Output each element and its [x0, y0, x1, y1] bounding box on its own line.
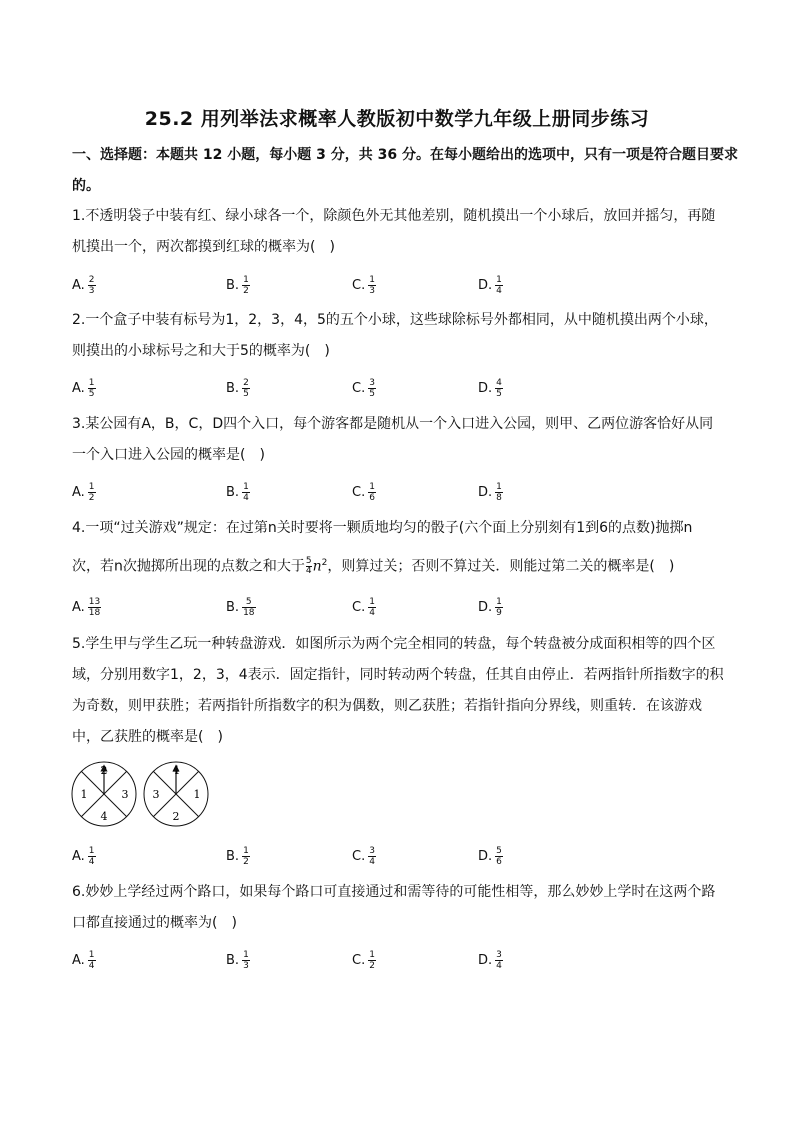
question-4-line-2: 次，若n次抛掷所出现的点数之和大于 $\frac{5}{4}$ $n^2$，则算过关；否则不算过关．则能过第二关的概率是( ) — [72, 556, 675, 577]
question-4-line-1: 4.一项“过关游戏”规定：在过第n关时要将一颗质地均匀的骰子(六个面上分别刻有1到6的点数)抛掷n — [72, 520, 693, 536]
option-label: D. — [478, 599, 493, 615]
option-fraction: $\frac{1}{3}$ — [243, 949, 249, 971]
question-3-line-1: 3.某公园有A，B，C，D四个入口，每个游客都是随机从一个入口进入公园，则甲、乙两位游客恰好从同 — [72, 416, 714, 432]
option-fraction: $\frac{1}{2}$ — [243, 845, 249, 867]
q1-option-a[interactable] — [72, 270, 96, 300]
option-fraction: $\frac{3}{4}$ — [369, 845, 375, 867]
question-5-line-2: 域，分别用数字1，2，3，4表示．固定指针，同时转动两个转盘，任其自由停止．若两指针所指数字的积 — [72, 667, 724, 683]
q6-option-b[interactable] — [226, 945, 250, 975]
option-fraction: $\frac{1}{9}$ — [496, 596, 502, 618]
q1-option-b[interactable] — [226, 270, 250, 300]
option-fraction: $\frac{1}{2}$ — [369, 949, 375, 971]
option-label: A. — [72, 599, 85, 615]
q5-option-c[interactable] — [352, 841, 376, 871]
spinner-2 — [144, 762, 208, 826]
spinner-2-bottom: 2 — [172, 810, 180, 823]
q2-option-a[interactable] — [72, 373, 96, 403]
q5-option-b[interactable] — [226, 841, 250, 871]
option-fraction: $\frac{2}{5}$ — [243, 377, 249, 399]
q4-option-d[interactable] — [478, 592, 503, 622]
option-label: C. — [352, 848, 366, 864]
q3-option-c[interactable] — [352, 477, 376, 507]
option-label: A. — [72, 277, 85, 293]
section-instruction-line-2: 的。 — [72, 178, 100, 194]
spinner-1-right: 3 — [121, 788, 129, 801]
option-label: D. — [478, 952, 493, 968]
option-fraction: $\frac{5}{18}$ — [243, 596, 255, 618]
q2-option-b[interactable] — [226, 373, 250, 403]
option-fraction: $\frac{1}{6}$ — [369, 481, 375, 503]
option-label: D. — [478, 277, 493, 293]
q3-option-d[interactable] — [478, 477, 503, 507]
option-label: C. — [352, 952, 366, 968]
question-6-line-1: 6.妙妙上学经过两个路口，如果每个路口可直接通过和需等待的可能性相等，那么妙妙上学时在这两个路 — [72, 884, 716, 900]
spinner-2-left: 3 — [152, 788, 160, 801]
option-label: A. — [72, 484, 85, 500]
spinner-1-top: 2 — [100, 764, 108, 777]
section-instruction-line-1: 一、选择题：本题共 12 小题，每小题 3 分，共 36 分。在每小题给出的选项中，只有一项是符合题目要求 — [72, 147, 738, 163]
q4-option-c[interactable] — [352, 592, 376, 622]
option-fraction: $\frac{1}{2}$ — [243, 274, 249, 296]
option-label: C. — [352, 484, 366, 500]
option-fraction: $\frac{5}{6}$ — [496, 845, 502, 867]
option-label: B. — [226, 599, 240, 615]
option-label: C. — [352, 277, 366, 293]
q4-option-b[interactable] — [226, 592, 256, 622]
spinner-1-bottom: 4 — [100, 810, 108, 823]
question-3-line-2: 一个入口进入公园的概率是( ) — [72, 447, 265, 463]
page-title: 25.2 用列举法求概率人教版初中数学九年级上册同步练习 — [144, 108, 650, 130]
option-label: A. — [72, 848, 85, 864]
option-label: A. — [72, 952, 85, 968]
option-fraction: $\frac{1}{4}$ — [88, 949, 95, 971]
question-1-line-1: 1.不透明袋子中装有红、绿小球各一个，除颜色外无其他差别，随机摸出一个小球后，放回并摇匀，再随 — [72, 208, 716, 224]
spinner-1 — [72, 762, 136, 826]
spinner-1-left: 1 — [80, 788, 88, 801]
option-label: A. — [72, 380, 85, 396]
q1-option-c[interactable] — [352, 270, 376, 300]
q3-option-b[interactable] — [226, 477, 250, 507]
spinner-2-top: 4 — [172, 764, 180, 777]
option-label: D. — [478, 380, 493, 396]
spinner-2-right: 1 — [193, 788, 201, 801]
q3-option-a[interactable] — [72, 477, 96, 507]
option-fraction: $\frac{4}{5}$ — [496, 377, 502, 399]
option-fraction: $\frac{1}{4}$ — [496, 274, 502, 296]
q6-option-c[interactable] — [352, 945, 376, 975]
q2-option-d[interactable] — [478, 373, 503, 403]
option-fraction: $\frac{1}{5}$ — [88, 377, 95, 399]
q5-option-d[interactable] — [478, 841, 503, 871]
option-fraction: $\frac{1}{2}$ — [88, 481, 95, 503]
option-fraction: $\frac{3}{5}$ — [369, 377, 375, 399]
question-2-line-2: 则摸出的小球标号之和大于5的概率为( ) — [72, 343, 330, 359]
option-fraction: $\frac{1}{8}$ — [496, 481, 502, 503]
option-label: C. — [352, 380, 366, 396]
option-fraction: $\frac{1}{4}$ — [369, 596, 375, 618]
option-label: D. — [478, 848, 493, 864]
option-label: B. — [226, 484, 240, 500]
q4-option-a[interactable] — [72, 592, 101, 622]
option-fraction: $\frac{3}{4}$ — [496, 949, 502, 971]
option-fraction: $\frac{1}{4}$ — [243, 481, 249, 503]
option-fraction: $\frac{2}{3}$ — [88, 274, 95, 296]
option-label: B. — [226, 380, 240, 396]
option-fraction: $\frac{13}{18}$ — [88, 596, 101, 618]
option-label: B. — [226, 952, 240, 968]
option-fraction: $\frac{1}{3}$ — [369, 274, 375, 296]
question-1-line-2: 机摸出一个，两次都摸到红球的概率为( ) — [72, 239, 335, 255]
q5-option-a[interactable] — [72, 841, 96, 871]
q1-option-d[interactable] — [478, 270, 503, 300]
q2-option-c[interactable] — [352, 373, 376, 403]
q6-option-a[interactable] — [72, 945, 96, 975]
option-fraction: $\frac{1}{4}$ — [88, 845, 95, 867]
option-label: B. — [226, 277, 240, 293]
option-label: C. — [352, 599, 366, 615]
question-5-line-1: 5.学生甲与学生乙玩一种转盘游戏．如图所示为两个完全相同的转盘，每个转盘被分成面积相等的四个区 — [72, 636, 716, 652]
question-5-line-4: 中，乙获胜的概率是( ) — [72, 729, 223, 745]
question-5-line-3: 为奇数，则甲获胜；若两指针所指数字的积为偶数，则乙获胜；若指针指向分界线，则重转．在该游戏 — [72, 698, 702, 714]
option-label: D. — [478, 484, 493, 500]
question-6-line-2: 口都直接通过的概率为( ) — [72, 915, 237, 931]
question-2-line-1: 2.一个盒子中装有标号为1，2，3，4，5的五个小球，这些球除标号外都相同，从中随机摸出两个小球， — [72, 312, 718, 328]
inline-fraction: $\frac{5}{4}$ — [305, 556, 312, 577]
q6-option-d[interactable] — [478, 945, 503, 975]
spinner-figure — [70, 760, 212, 828]
option-label: B. — [226, 848, 240, 864]
